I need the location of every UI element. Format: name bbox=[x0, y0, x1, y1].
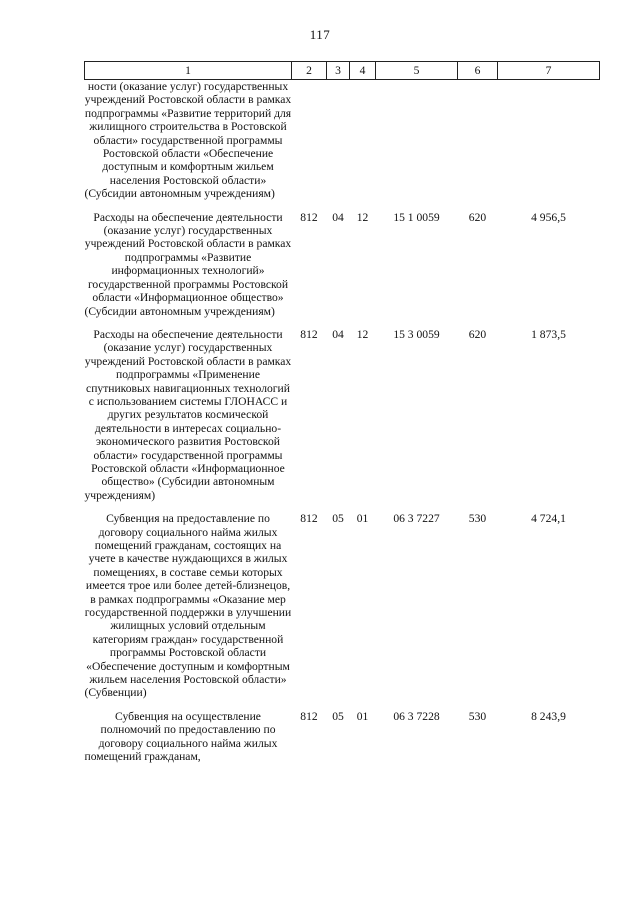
column-header-section-code: 3 bbox=[327, 62, 350, 80]
table-row bbox=[85, 328, 600, 502]
row-description: Субвенция на предоставление по договору социального найма жилых помещений гражданам, состоящих на учете в качестве нуждающихся в жилых помещениях, в составе семьи которых имеется трое или более детей-близнецов, в рамках подпрограммы «Оказание мер государственной поддержки в улучшении жилищных условий отдельным категориям граждан» государственной программы Ростовской области «Обеспечение доступным и комфортным жильем населения Ростовской области» (Субвенции) bbox=[84, 512, 292, 700]
row-spacer bbox=[85, 700, 600, 710]
table-row bbox=[85, 512, 600, 700]
column-header-amount: 7 bbox=[498, 62, 600, 80]
row-target-article bbox=[376, 80, 458, 201]
table-row bbox=[85, 211, 600, 318]
column-header-target-article: 5 bbox=[376, 62, 458, 80]
row-amount: 4 956,5 bbox=[531, 210, 566, 224]
column-header-expense-type: 6 bbox=[458, 62, 498, 80]
row-section-code: 04 bbox=[332, 210, 344, 224]
row-section-code: 05 bbox=[332, 512, 344, 526]
row-ministry-code: 812 bbox=[300, 512, 318, 526]
row-ministry-code: 812 bbox=[300, 709, 318, 723]
row-subsection-code: 01 bbox=[356, 709, 369, 723]
row-spacer bbox=[85, 201, 600, 211]
row-target-article: 15 3 0059 bbox=[393, 327, 440, 341]
row-ministry-code bbox=[292, 80, 327, 201]
page-number: 117 bbox=[309, 27, 331, 42]
row-section-code: 05 bbox=[332, 709, 344, 723]
row-subsection-code bbox=[350, 80, 376, 201]
column-header-row bbox=[85, 62, 600, 80]
row-target-article: 06 3 7227 bbox=[393, 512, 440, 526]
row-expense-type: 530 bbox=[468, 512, 487, 526]
row-description: ности (оказание услуг) государственных учреждений Ростовской области в рамках подпрограммы «Развитие территорий для жилищного строительства в Ростовской области» государственной программы Ростовской области «Обеспечение доступным и комфортным жильем населения Ростовской области» (Субсидии автономным учреждениям) bbox=[84, 80, 292, 201]
row-ministry-code: 812 bbox=[300, 327, 318, 341]
row-spacer bbox=[85, 318, 600, 328]
row-description: Субвенция на осуществление полномочий по предоставлению по договору социального найма жилых помещений гражданам, bbox=[84, 709, 278, 764]
row-target-article: 06 3 7228 bbox=[393, 709, 440, 723]
row-target-article: 15 1 0059 bbox=[393, 210, 440, 224]
row-expense-type: 530 bbox=[468, 709, 487, 723]
row-subsection-code: 12 bbox=[356, 327, 369, 341]
row-expense-type: 620 bbox=[468, 327, 487, 341]
row-amount: 1 873,5 bbox=[531, 327, 566, 341]
row-subsection-code: 12 bbox=[356, 210, 369, 224]
row-subsection-code: 01 bbox=[356, 512, 369, 526]
row-ministry-code: 812 bbox=[300, 210, 318, 224]
row-amount: 8 243,9 bbox=[531, 709, 566, 723]
column-header-description: 1 bbox=[85, 62, 292, 80]
column-header-subsection-code: 4 bbox=[350, 62, 376, 80]
table-row bbox=[85, 80, 600, 201]
row-description: Расходы на обеспечение деятельности (оказание услуг) государственных учреждений Ростовской области в рамках подпрограммы «Применение спутниковых навигационных технологий с использованием системы ГЛОНАСС и других результатов космической деятельности в интересах социально-экономического развития Ростовской области» государственной программы Ростовской области «Информационное общество» (Субсидии автономным учреждениям) bbox=[84, 327, 292, 502]
row-expense-type: 620 bbox=[468, 210, 487, 224]
budget-table bbox=[84, 61, 600, 764]
table-row bbox=[85, 710, 600, 764]
row-description: Расходы на обеспечение деятельности (оказание услуг) государственных учреждений Ростовской области в рамках подпрограммы «Развитие информационных технологий» государственной программы Ростовской области «Информационное общество» (Субсидии автономным учреждениям) bbox=[84, 210, 292, 318]
row-amount: 4 724,1 bbox=[531, 512, 566, 526]
row-spacer bbox=[85, 502, 600, 512]
row-expense-type bbox=[458, 80, 498, 201]
row-section-code: 04 bbox=[332, 327, 344, 341]
row-section-code bbox=[327, 80, 350, 201]
row-amount bbox=[498, 80, 600, 201]
column-header-ministry-code: 2 bbox=[292, 62, 327, 80]
